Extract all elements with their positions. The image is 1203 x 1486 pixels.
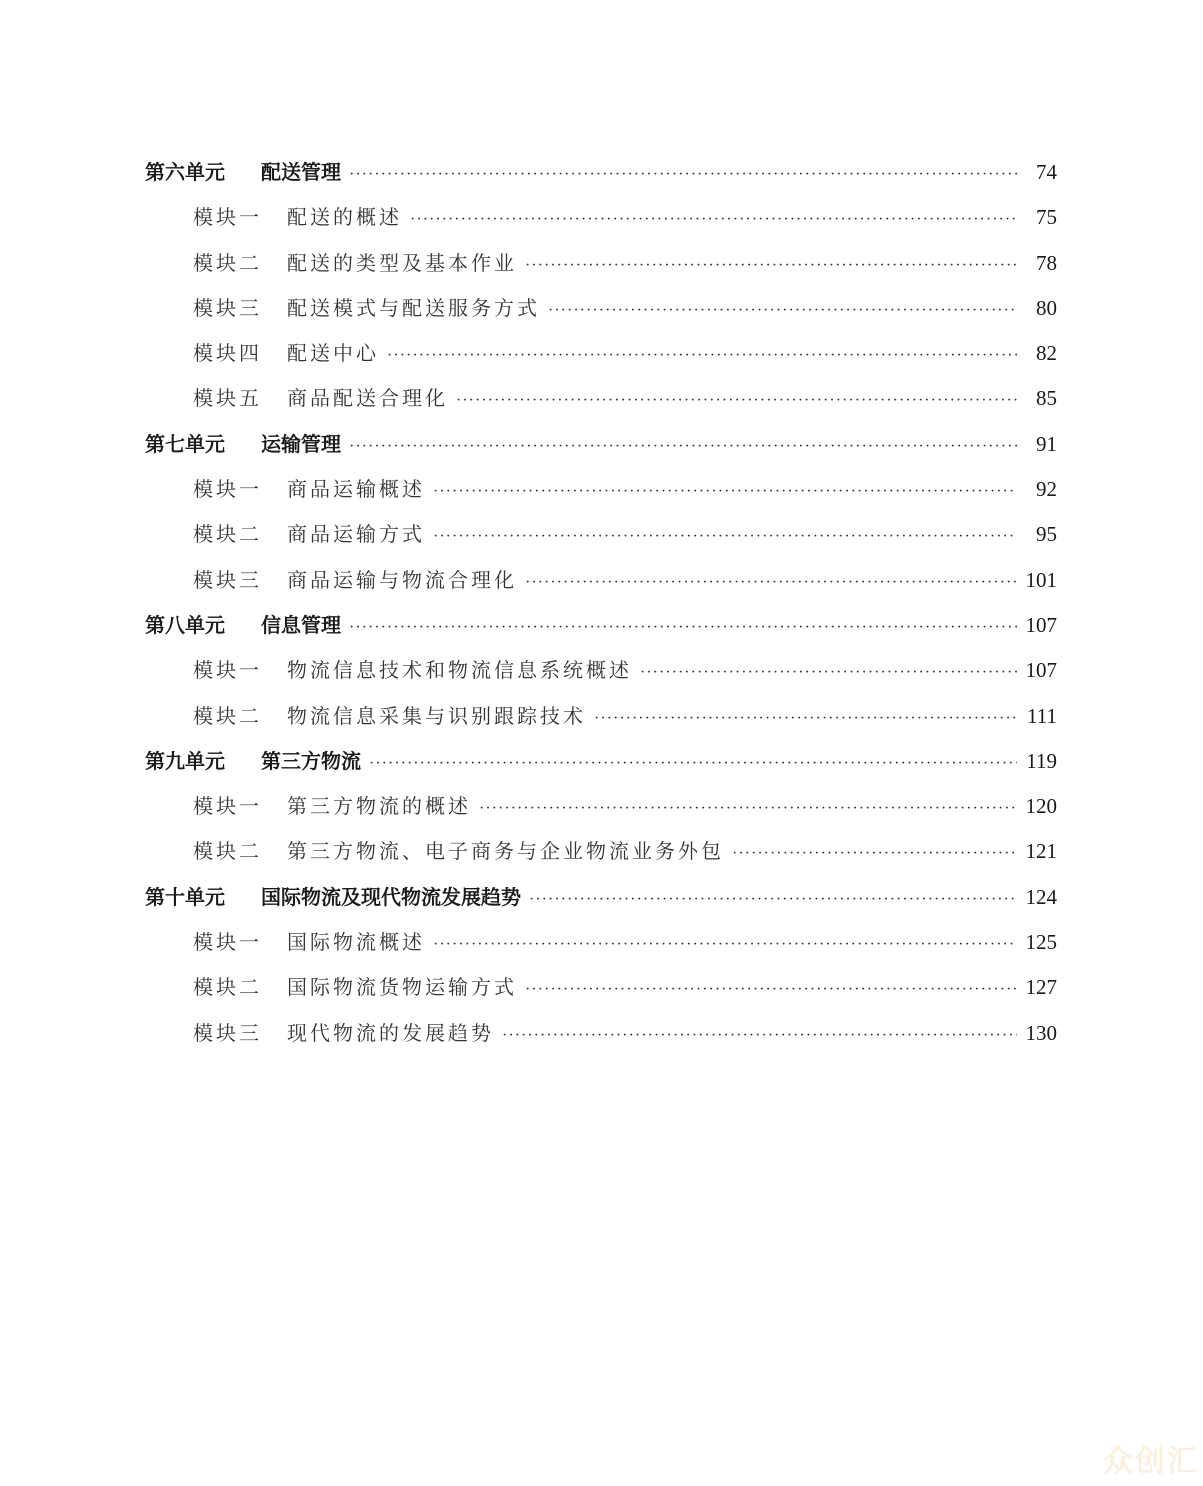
toc-unit-row[interactable] <box>145 875 1057 920</box>
module-title: 商品配送合理化 <box>287 386 448 411</box>
module-number: 模块五 <box>193 386 262 411</box>
page-number: 91 <box>1036 431 1057 456</box>
module-title: 物流信息采集与识别跟踪技术 <box>287 703 586 728</box>
page-number: 127 <box>1025 975 1057 1000</box>
toc-module-row[interactable] <box>145 376 1057 421</box>
dot-leader <box>548 288 1017 333</box>
page-number: 125 <box>1025 930 1057 955</box>
dot-leader <box>456 378 1017 423</box>
module-title: 商品运输方式 <box>287 522 425 547</box>
module-number: 模块二 <box>193 703 262 728</box>
dot-leader <box>349 605 1017 650</box>
dot-leader <box>529 877 1017 922</box>
dot-leader <box>349 152 1017 197</box>
toc-module-row[interactable] <box>145 241 1057 286</box>
dot-leader <box>369 741 1017 786</box>
page-number: 82 <box>1036 341 1057 366</box>
toc-module-row[interactable] <box>145 195 1057 240</box>
page-number: 74 <box>1036 160 1057 184</box>
module-number: 模块三 <box>193 295 262 320</box>
page-number: 111 <box>1027 703 1057 728</box>
page-number: 101 <box>1025 567 1057 592</box>
page-number: 107 <box>1025 658 1057 683</box>
module-number: 模块二 <box>193 975 262 1000</box>
unit-number: 第七单元 <box>145 431 225 456</box>
toc-module-row[interactable] <box>145 286 1057 331</box>
module-title: 配送的概述 <box>287 205 402 230</box>
module-number: 模块一 <box>193 794 262 819</box>
dot-leader <box>525 243 1017 288</box>
module-title: 配送的类型及基本作业 <box>287 250 517 275</box>
toc-module-row[interactable] <box>145 784 1057 829</box>
module-number: 模块二 <box>193 839 262 864</box>
dot-leader <box>525 560 1017 605</box>
page-number: 130 <box>1025 1020 1057 1045</box>
toc-module-row[interactable] <box>145 829 1057 874</box>
module-title: 商品运输与物流合理化 <box>287 567 517 592</box>
toc-module-row[interactable] <box>145 920 1057 965</box>
dot-leader <box>433 514 1017 559</box>
unit-number: 第十单元 <box>145 884 225 909</box>
unit-title: 配送管理 <box>261 160 341 184</box>
toc-module-row[interactable] <box>145 965 1057 1010</box>
unit-title: 第三方物流 <box>261 748 361 773</box>
toc-unit-row[interactable] <box>145 422 1057 467</box>
watermark-logo: 众创汇 <box>1103 1444 1199 1479</box>
toc-module-row[interactable] <box>145 512 1057 557</box>
toc-module-row[interactable] <box>145 648 1057 693</box>
module-number: 模块二 <box>193 522 262 547</box>
dot-leader <box>525 967 1017 1012</box>
dot-leader <box>387 333 1017 378</box>
unit-number: 第九单元 <box>145 748 225 773</box>
dot-leader <box>732 831 1017 876</box>
module-title: 物流信息技术和物流信息系统概述 <box>287 658 632 683</box>
unit-title: 运输管理 <box>261 431 341 456</box>
module-number: 模块一 <box>193 205 262 230</box>
unit-number: 第六单元 <box>145 160 225 184</box>
page-number: 120 <box>1025 794 1057 819</box>
toc-unit-row[interactable] <box>145 150 1057 195</box>
dot-leader <box>594 696 1017 741</box>
table-of-contents <box>145 150 1057 1056</box>
toc-unit-row[interactable] <box>145 603 1057 648</box>
unit-number: 第八单元 <box>145 612 225 637</box>
module-number: 模块一 <box>193 477 262 502</box>
page-number: 124 <box>1025 884 1057 909</box>
dot-leader <box>479 786 1017 831</box>
toc-module-row[interactable] <box>145 558 1057 603</box>
page-number: 95 <box>1036 522 1057 547</box>
page-number: 85 <box>1036 386 1057 411</box>
toc-module-row[interactable] <box>145 694 1057 739</box>
module-title: 配送中心 <box>287 341 379 366</box>
page-number: 80 <box>1036 295 1057 320</box>
dot-leader <box>640 650 1017 695</box>
dot-leader <box>433 922 1017 967</box>
toc-unit-row[interactable] <box>145 739 1057 784</box>
module-number: 模块一 <box>193 658 262 683</box>
module-number: 模块三 <box>193 1020 262 1045</box>
toc-module-row[interactable] <box>145 331 1057 376</box>
unit-title: 国际物流及现代物流发展趋势 <box>261 884 521 909</box>
module-number: 模块四 <box>193 341 262 366</box>
dot-leader <box>502 1013 1017 1058</box>
dot-leader <box>433 469 1017 514</box>
unit-title: 信息管理 <box>261 612 341 637</box>
module-title: 第三方物流的概述 <box>287 794 471 819</box>
toc-module-row[interactable] <box>145 467 1057 512</box>
page-number: 75 <box>1036 205 1057 230</box>
dot-leader <box>410 197 1017 242</box>
toc-module-row[interactable] <box>145 1011 1057 1056</box>
module-number: 模块三 <box>193 567 262 592</box>
page-number: 78 <box>1036 250 1057 275</box>
module-number: 模块二 <box>193 250 262 275</box>
module-title: 商品运输概述 <box>287 477 425 502</box>
page-number: 107 <box>1025 612 1057 637</box>
module-title: 国际物流货物运输方式 <box>287 975 517 1000</box>
page-number: 119 <box>1026 748 1057 773</box>
module-title: 第三方物流、电子商务与企业物流业务外包 <box>287 839 724 864</box>
module-number: 模块一 <box>193 930 262 955</box>
dot-leader <box>349 424 1017 469</box>
page-number: 92 <box>1036 477 1057 502</box>
page-number: 121 <box>1025 839 1057 864</box>
module-title: 配送模式与配送服务方式 <box>287 295 540 320</box>
module-title: 现代物流的发展趋势 <box>287 1020 494 1045</box>
module-title: 国际物流概述 <box>287 930 425 955</box>
